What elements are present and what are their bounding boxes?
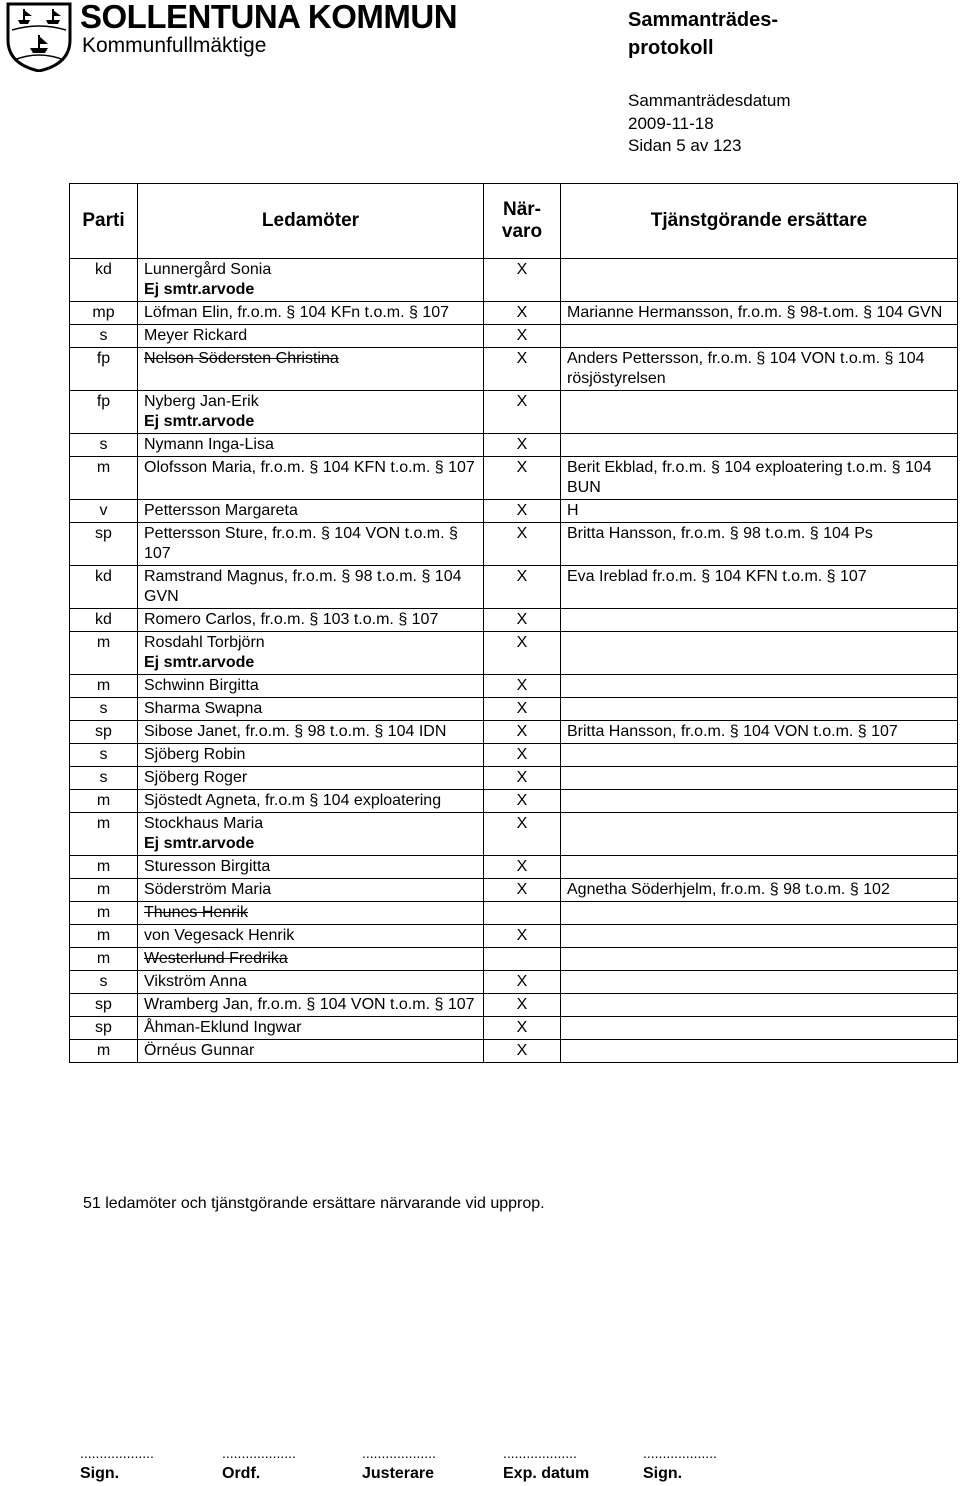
party-cell: m (70, 1040, 138, 1063)
substitute-cell (561, 391, 958, 434)
signature-block (222, 1446, 342, 1484)
signature-line: ................... (80, 1445, 154, 1461)
table-row (70, 609, 958, 632)
presence-mark: X (484, 434, 561, 457)
table-body (70, 259, 958, 1063)
member-cell (138, 721, 484, 744)
member-cell (138, 632, 484, 675)
table-row (70, 856, 958, 879)
table-row (70, 391, 958, 434)
substitute-cell (561, 948, 958, 971)
member-name: Thunes Henrik (144, 904, 249, 921)
table-row (70, 925, 958, 948)
presence-mark: X (484, 813, 561, 856)
member-name: Lunnergård Sonia (144, 261, 272, 278)
member-cell (138, 302, 484, 325)
presence-mark: X (484, 566, 561, 609)
presence-mark: X (484, 523, 561, 566)
member-cell (138, 744, 484, 767)
party-cell: s (70, 971, 138, 994)
party-cell: kd (70, 566, 138, 609)
party-cell: m (70, 925, 138, 948)
member-cell (138, 1040, 484, 1063)
substitute-cell (561, 325, 958, 348)
document-title-line1: Sammanträdes- (628, 9, 779, 31)
signature-label: Sign. (80, 1465, 120, 1482)
attendance-total: 51 ledamöter och tjänstgörande ersättare närvarande vid upprop. (83, 1195, 545, 1212)
meeting-meta (628, 90, 791, 158)
table-row (70, 325, 958, 348)
substitute-cell: Berit Ekblad, fr.o.m. § 104 exploatering t.o.m. § 104 BUN (561, 457, 958, 500)
member-cell (138, 856, 484, 879)
substitute-cell (561, 813, 958, 856)
party-cell: s (70, 698, 138, 721)
party-cell: m (70, 675, 138, 698)
presence-mark (484, 902, 561, 925)
member-name: Nymann Inga-Lisa (144, 436, 274, 453)
presence-mark: X (484, 1040, 561, 1063)
presence-mark: X (484, 609, 561, 632)
member-cell (138, 523, 484, 566)
table-row (70, 348, 958, 391)
party-cell: m (70, 879, 138, 902)
member-name: Wramberg Jan, fr.o.m. § 104 VON t.o.m. § 107 (144, 996, 475, 1013)
party-cell: fp (70, 348, 138, 391)
party-cell: sp (70, 721, 138, 744)
party-cell: sp (70, 994, 138, 1017)
presence-mark: X (484, 767, 561, 790)
table-row (70, 434, 958, 457)
substitute-cell: Britta Hansson, fr.o.m. § 98 t.o.m. § 104 Ps (561, 523, 958, 566)
presence-mark: X (484, 994, 561, 1017)
party-cell: v (70, 500, 138, 523)
substitute-cell: Marianne Hermansson, fr.o.m. § 98-t.om. § 104 GVN (561, 302, 958, 325)
presence-mark: X (484, 675, 561, 698)
signature-line: ................... (643, 1445, 717, 1461)
table-row (70, 790, 958, 813)
presence-mark: X (484, 500, 561, 523)
party-cell: sp (70, 1017, 138, 1040)
presence-mark: X (484, 879, 561, 902)
meeting-date: 2009-11-18 (628, 113, 714, 133)
presence-mark: X (484, 925, 561, 948)
col-header-substitutes: Tjänstgörande ersättare (561, 184, 958, 259)
table-row (70, 971, 958, 994)
party-cell: fp (70, 391, 138, 434)
substitute-cell (561, 790, 958, 813)
member-name: Örnéus Gunnar (144, 1042, 255, 1059)
presence-mark: X (484, 391, 561, 434)
presence-mark: X (484, 325, 561, 348)
substitute-cell (561, 767, 958, 790)
substitute-cell (561, 632, 958, 675)
member-cell (138, 325, 484, 348)
col-header-presence-line2: varo (501, 221, 543, 242)
signature-label: Justerare (362, 1465, 435, 1482)
presence-mark: X (484, 632, 561, 675)
member-cell (138, 879, 484, 902)
member-name: Ramstrand Magnus, fr.o.m. § 98 t.o.m. § 104 GVN (144, 568, 462, 605)
member-name: Sjöberg Robin (144, 746, 246, 763)
member-cell (138, 948, 484, 971)
member-name: Sjöberg Roger (144, 769, 248, 786)
member-cell (138, 925, 484, 948)
party-cell: m (70, 790, 138, 813)
committee-name: Kommunfullmäktige (82, 34, 267, 57)
table-row (70, 721, 958, 744)
substitute-cell (561, 675, 958, 698)
member-name: von Vegesack Henrik (144, 927, 295, 944)
organization-name: SOLLENTUNA KOMMUN (80, 0, 458, 35)
table-row (70, 566, 958, 609)
table-row (70, 1040, 958, 1063)
table-header-row (70, 184, 958, 259)
presence-mark (484, 948, 561, 971)
member-cell (138, 348, 484, 391)
member-name: Åhman-Eklund Ingwar (144, 1019, 302, 1036)
coat-of-arms-logo (6, 2, 72, 72)
member-name: Olofsson Maria, fr.o.m. § 104 KFN t.o.m. § 107 (144, 459, 475, 476)
member-cell (138, 902, 484, 925)
signature-label: Sign. (643, 1465, 683, 1482)
col-header-presence (484, 184, 561, 259)
party-cell: m (70, 856, 138, 879)
col-header-party: Parti (70, 184, 138, 259)
party-cell: m (70, 457, 138, 500)
table-row (70, 813, 958, 856)
party-cell: kd (70, 259, 138, 302)
signature-label: Ordf. (222, 1465, 261, 1482)
signature-row (80, 1446, 780, 1486)
table-row (70, 523, 958, 566)
party-cell: m (70, 632, 138, 675)
member-cell (138, 457, 484, 500)
presence-mark: X (484, 721, 561, 744)
table-row (70, 698, 958, 721)
presence-mark: X (484, 790, 561, 813)
presence-mark: X (484, 348, 561, 391)
presence-mark: X (484, 259, 561, 302)
presence-mark: X (484, 698, 561, 721)
member-name: Sharma Swapna (144, 700, 263, 717)
member-name: Sibose Janet, fr.o.m. § 98 t.o.m. § 104 IDN (144, 723, 447, 740)
presence-mark: X (484, 744, 561, 767)
substitute-cell (561, 434, 958, 457)
member-cell (138, 790, 484, 813)
substitute-cell (561, 609, 958, 632)
presence-mark: X (484, 302, 561, 325)
party-cell: s (70, 744, 138, 767)
member-cell (138, 259, 484, 302)
presence-mark: X (484, 856, 561, 879)
substitute-cell: H (561, 500, 958, 523)
member-cell (138, 1017, 484, 1040)
substitute-cell (561, 259, 958, 302)
substitute-cell (561, 902, 958, 925)
member-name: Pettersson Margareta (144, 502, 298, 519)
member-cell (138, 434, 484, 457)
member-cell (138, 500, 484, 523)
member-cell (138, 609, 484, 632)
substitute-cell: Britta Hansson, fr.o.m. § 104 VON t.o.m. § 107 (561, 721, 958, 744)
member-name: Sjöstedt Agneta, fr.o.m § 104 exploatering (144, 792, 442, 809)
substitute-cell (561, 925, 958, 948)
member-name: Pettersson Sture, fr.o.m. § 104 VON t.o.m. § 107 (144, 525, 458, 562)
signature-block (80, 1446, 200, 1484)
member-name: Rosdahl Torbjörn (144, 634, 265, 651)
signature-label: Exp. datum (503, 1465, 590, 1482)
member-name: Westerlund Fredrika (144, 950, 288, 967)
presence-mark: X (484, 457, 561, 500)
member-name: Söderström Maria (144, 881, 272, 898)
table-row (70, 879, 958, 902)
member-note: Ej smtr.arvode (144, 835, 255, 852)
substitute-cell (561, 994, 958, 1017)
signature-line: ................... (362, 1445, 436, 1461)
member-cell (138, 767, 484, 790)
presence-mark: X (484, 971, 561, 994)
document-title (628, 6, 778, 62)
table-row (70, 744, 958, 767)
party-cell: m (70, 813, 138, 856)
member-name: Sturesson Birgitta (144, 858, 271, 875)
signature-line: ................... (503, 1445, 577, 1461)
page-indicator: Sidan 5 av 123 (628, 136, 742, 155)
signature-line: ................... (222, 1445, 296, 1461)
party-cell: s (70, 325, 138, 348)
member-name: Schwinn Birgitta (144, 677, 259, 694)
substitute-cell: Anders Pettersson, fr.o.m. § 104 VON t.o.m. § 104 rösjöstyrelsen (561, 348, 958, 391)
signature-block (643, 1446, 763, 1484)
substitute-cell (561, 1040, 958, 1063)
table-row (70, 259, 958, 302)
substitute-cell (561, 856, 958, 879)
member-note: Ej smtr.arvode (144, 654, 255, 671)
member-name: Stockhaus Maria (144, 815, 264, 832)
attendance-table (69, 183, 958, 1063)
substitute-cell (561, 1017, 958, 1040)
party-cell: sp (70, 523, 138, 566)
table-row (70, 1017, 958, 1040)
substitute-cell (561, 744, 958, 767)
party-cell: mp (70, 302, 138, 325)
col-header-presence-line1: När- (502, 199, 541, 220)
member-cell (138, 698, 484, 721)
document-title-line2: protokoll (628, 37, 714, 59)
substitute-cell (561, 698, 958, 721)
meeting-date-label: Sammanträdesdatum (628, 91, 791, 110)
col-header-members: Ledamöter (138, 184, 484, 259)
member-name: Nyberg Jan-Erik (144, 393, 259, 410)
member-note: Ej smtr.arvode (144, 413, 255, 430)
member-cell (138, 566, 484, 609)
member-cell (138, 675, 484, 698)
member-name: Löfman Elin, fr.o.m. § 104 KFn t.o.m. § 107 (144, 304, 450, 321)
substitute-cell: Agnetha Söderhjelm, fr.o.m. § 98 t.o.m. § 102 (561, 879, 958, 902)
signature-block (503, 1446, 623, 1484)
member-cell (138, 971, 484, 994)
party-cell: s (70, 767, 138, 790)
member-name: Romero Carlos, fr.o.m. § 103 t.o.m. § 107 (144, 611, 439, 628)
party-cell: m (70, 902, 138, 925)
member-note: Ej smtr.arvode (144, 281, 255, 298)
table-row (70, 457, 958, 500)
substitute-cell: Eva Ireblad fr.o.m. § 104 KFN t.o.m. § 107 (561, 566, 958, 609)
table-row (70, 302, 958, 325)
signature-block (362, 1446, 482, 1484)
table-row (70, 994, 958, 1017)
table-row (70, 948, 958, 971)
member-cell (138, 391, 484, 434)
member-name: Vikström Anna (144, 973, 247, 990)
member-name: Nelson Södersten Christina (144, 350, 339, 367)
party-cell: m (70, 948, 138, 971)
table-row (70, 902, 958, 925)
party-cell: s (70, 434, 138, 457)
table-row (70, 500, 958, 523)
substitute-cell (561, 971, 958, 994)
presence-mark: X (484, 1017, 561, 1040)
table-row (70, 767, 958, 790)
party-cell: kd (70, 609, 138, 632)
member-cell (138, 994, 484, 1017)
table-row (70, 675, 958, 698)
member-name: Meyer Rickard (144, 327, 248, 344)
table-row (70, 632, 958, 675)
member-cell (138, 813, 484, 856)
